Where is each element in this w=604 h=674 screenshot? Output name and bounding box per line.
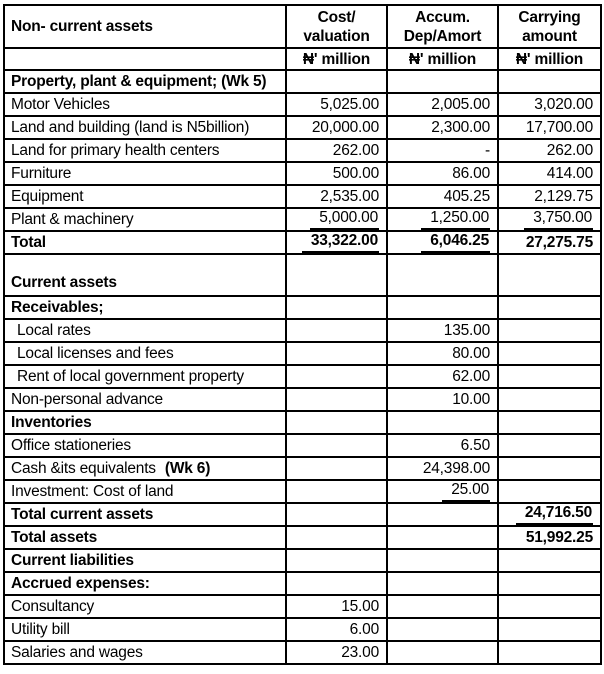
row-label — [4, 641, 286, 664]
row-label — [4, 208, 286, 231]
value-text: 17,700.00 — [525, 118, 593, 136]
header-line: valuation — [303, 27, 370, 45]
value-text: 2,300.00 — [431, 118, 490, 136]
row-label-text: Total — [11, 233, 46, 251]
value-text: 51,992.25 — [525, 528, 593, 546]
carrying-value-cell — [498, 503, 601, 526]
table-row — [4, 618, 601, 641]
header-line: Carrying — [518, 8, 581, 26]
row-label — [4, 93, 286, 116]
value-text: 2,129.75 — [534, 187, 593, 205]
carrying-value-cell — [498, 549, 601, 572]
cost-value-cell — [286, 365, 387, 388]
accum-value-cell — [387, 457, 498, 480]
table-row — [4, 480, 601, 503]
row-label-text: Furniture — [11, 164, 72, 182]
table-row — [4, 116, 601, 139]
carrying-value-cell — [498, 365, 601, 388]
table-row — [4, 595, 601, 618]
accum-value-cell — [387, 618, 498, 641]
row-label — [4, 139, 286, 162]
carrying-value-cell — [498, 231, 601, 254]
accum-value-cell — [387, 162, 498, 185]
table-row — [4, 139, 601, 162]
cost-value-cell — [286, 185, 387, 208]
cost-value-cell — [286, 139, 387, 162]
row-label — [4, 388, 286, 411]
accum-value-cell — [387, 549, 498, 572]
row-label-text: Equipment — [11, 187, 84, 205]
carrying-value-cell — [498, 388, 601, 411]
table-row — [4, 641, 601, 664]
accum-value-cell — [387, 365, 498, 388]
carrying-value-cell — [498, 641, 601, 664]
row-label — [4, 503, 286, 526]
value-text: 405.25 — [443, 187, 490, 205]
carrying-value-cell — [498, 116, 601, 139]
value-text: 6.00 — [349, 620, 379, 638]
accum-value-cell — [387, 641, 498, 664]
header-line: Accum. — [415, 8, 470, 26]
column-header-non-current-assets: Non- current assets — [4, 5, 286, 48]
carrying-value-cell — [498, 296, 601, 319]
value-text: 15.00 — [341, 597, 379, 615]
row-label-text: Plant & machinery — [11, 210, 134, 228]
row-label — [4, 526, 286, 549]
accum-value-cell — [387, 388, 498, 411]
cost-value-cell — [286, 526, 387, 549]
table-row — [4, 503, 601, 526]
accum-value-cell — [387, 595, 498, 618]
cost-value-cell — [286, 208, 387, 231]
row-label-text: Land and building (land is N5billion) — [11, 118, 250, 136]
unit-cell-carrying: ₦' million — [498, 48, 601, 70]
row-label — [4, 162, 286, 185]
column-header-carrying-amount — [498, 5, 601, 48]
carrying-value-cell — [498, 342, 601, 365]
table-row — [4, 457, 601, 480]
cost-value-cell — [286, 503, 387, 526]
carrying-value-cell — [498, 254, 601, 296]
row-label — [4, 185, 286, 208]
row-label — [4, 572, 286, 595]
row-label-text: Cash &its equivalents — [11, 459, 156, 477]
header-line: amount — [522, 27, 577, 45]
row-label-text: Current liabilities — [11, 551, 134, 569]
accum-value-cell — [387, 434, 498, 457]
value-text: 6,046.25 — [421, 232, 490, 253]
accum-value-cell — [387, 526, 498, 549]
cost-value-cell — [286, 411, 387, 434]
carrying-value-cell — [498, 70, 601, 93]
value-text: 20,000.00 — [311, 118, 379, 136]
table-row — [4, 208, 601, 231]
value-text: 3,750.00 — [524, 209, 593, 230]
accum-value-cell — [387, 93, 498, 116]
accum-value-cell — [387, 411, 498, 434]
table-row — [4, 549, 601, 572]
carrying-value-cell — [498, 457, 601, 480]
cost-value-cell — [286, 457, 387, 480]
value-text: 86.00 — [452, 164, 490, 182]
row-label-text: Utility bill — [11, 620, 70, 638]
row-label — [4, 618, 286, 641]
column-header-accum-dep-amort — [387, 5, 498, 48]
row-label-text: Investment: Cost of land — [11, 482, 174, 500]
column-header-cost-valuation — [286, 5, 387, 48]
table-row — [4, 93, 601, 116]
value-text: - — [485, 141, 490, 159]
row-label-text: Total current assets — [11, 505, 154, 523]
row-label — [4, 549, 286, 572]
row-label — [4, 342, 286, 365]
row-label-text: Rent of local government property — [17, 367, 244, 385]
row-label — [4, 365, 286, 388]
row-label-text: Local rates — [17, 321, 91, 339]
row-label-text: Receivables; — [11, 298, 104, 316]
value-text: 23.00 — [341, 643, 379, 661]
row-label — [4, 457, 286, 480]
cost-value-cell — [286, 254, 387, 296]
cost-value-cell — [286, 116, 387, 139]
cost-value-cell — [286, 434, 387, 457]
cost-value-cell — [286, 618, 387, 641]
value-text: 1,250.00 — [421, 209, 490, 230]
cost-value-cell — [286, 595, 387, 618]
table-row — [4, 365, 601, 388]
cost-value-cell — [286, 162, 387, 185]
carrying-value-cell — [498, 434, 601, 457]
table-header-row — [4, 5, 601, 48]
row-label-text: Total assets — [11, 528, 98, 546]
row-label — [4, 434, 286, 457]
accum-value-cell — [387, 480, 498, 503]
carrying-value-cell — [498, 208, 601, 231]
value-text: 6.50 — [460, 436, 490, 454]
row-label — [4, 70, 286, 93]
row-label — [4, 296, 286, 319]
header-line: Cost/ — [317, 8, 356, 26]
accum-value-cell — [387, 208, 498, 231]
carrying-value-cell — [498, 185, 601, 208]
carrying-value-cell — [498, 595, 601, 618]
table-row — [4, 185, 601, 208]
table-row — [4, 296, 601, 319]
row-label — [4, 254, 286, 296]
carrying-value-cell — [498, 572, 601, 595]
accum-value-cell — [387, 296, 498, 319]
value-text: 62.00 — [452, 367, 490, 385]
carrying-value-cell — [498, 319, 601, 342]
row-label-text: Motor Vehicles — [11, 95, 110, 113]
value-text: 27,275.75 — [525, 233, 593, 251]
header-line: Dep/Amort — [403, 27, 482, 45]
carrying-value-cell — [498, 139, 601, 162]
table-row — [4, 319, 601, 342]
row-label-text: Non-personal advance — [11, 390, 163, 408]
unit-cell-cost: ₦' million — [286, 48, 387, 70]
cost-value-cell — [286, 70, 387, 93]
value-text: 25.00 — [442, 481, 490, 502]
table-row — [4, 254, 601, 296]
value-text: 135.00 — [443, 321, 490, 339]
value-text: 262.00 — [332, 141, 379, 159]
row-label-text: Land for primary health centers — [11, 141, 220, 159]
row-label-text: Inventories — [11, 413, 92, 431]
accum-value-cell — [387, 116, 498, 139]
value-text: 2,005.00 — [431, 95, 490, 113]
cost-value-cell — [286, 319, 387, 342]
accum-value-cell — [387, 231, 498, 254]
table-row — [4, 526, 601, 549]
table-row — [4, 388, 601, 411]
row-label-suffix: (Wk 6) — [164, 459, 211, 477]
value-text: 500.00 — [332, 164, 379, 182]
table-row — [4, 342, 601, 365]
carrying-value-cell — [498, 618, 601, 641]
carrying-value-cell — [498, 93, 601, 116]
value-text: 3,020.00 — [534, 95, 593, 113]
carrying-value-cell — [498, 411, 601, 434]
value-text: 5,025.00 — [320, 95, 379, 113]
balance-sheet-table — [3, 4, 602, 665]
accum-value-cell — [387, 503, 498, 526]
accum-value-cell — [387, 254, 498, 296]
carrying-value-cell — [498, 526, 601, 549]
cost-value-cell — [286, 388, 387, 411]
value-text: 5,000.00 — [310, 209, 379, 230]
row-label — [4, 480, 286, 503]
table-row — [4, 434, 601, 457]
table-row — [4, 162, 601, 185]
carrying-value-cell — [498, 480, 601, 503]
value-text: 33,322.00 — [302, 232, 379, 253]
cost-value-cell — [286, 480, 387, 503]
cost-value-cell — [286, 342, 387, 365]
cost-value-cell — [286, 296, 387, 319]
cost-value-cell — [286, 93, 387, 116]
cost-value-cell — [286, 641, 387, 664]
row-label-text: Office stationeries — [11, 436, 131, 454]
row-label-text: Consultancy — [11, 597, 95, 615]
row-label — [4, 319, 286, 342]
table-row — [4, 411, 601, 434]
row-label-text: Accrued expenses: — [11, 574, 150, 592]
value-text: 24,398.00 — [422, 459, 490, 477]
accum-value-cell — [387, 319, 498, 342]
value-text: 10.00 — [452, 390, 490, 408]
row-label-text: Current assets — [11, 274, 117, 291]
value-text: 80.00 — [452, 344, 490, 362]
row-label — [4, 411, 286, 434]
row-label — [4, 116, 286, 139]
table-body — [4, 70, 601, 664]
unit-cell-empty — [4, 48, 286, 70]
accum-value-cell — [387, 70, 498, 93]
accum-value-cell — [387, 342, 498, 365]
value-text: 24,716.50 — [516, 504, 593, 525]
row-label — [4, 231, 286, 254]
cost-value-cell — [286, 231, 387, 254]
cost-value-cell — [286, 572, 387, 595]
value-text: 2,535.00 — [320, 187, 379, 205]
value-text: 414.00 — [546, 164, 593, 182]
value-text: 262.00 — [546, 141, 593, 159]
accum-value-cell — [387, 572, 498, 595]
row-label — [4, 595, 286, 618]
table-row — [4, 231, 601, 254]
cost-value-cell — [286, 549, 387, 572]
carrying-value-cell — [498, 162, 601, 185]
accum-value-cell — [387, 185, 498, 208]
table-row — [4, 70, 601, 93]
row-label-text: Local licenses and fees — [17, 344, 174, 362]
unit-cell-accum: ₦' million — [387, 48, 498, 70]
row-label-text: Property, plant & equipment; (Wk 5) — [11, 72, 267, 90]
row-label-text: Salaries and wages — [11, 643, 143, 661]
table-row — [4, 572, 601, 595]
unit-row — [4, 48, 601, 70]
accum-value-cell — [387, 139, 498, 162]
